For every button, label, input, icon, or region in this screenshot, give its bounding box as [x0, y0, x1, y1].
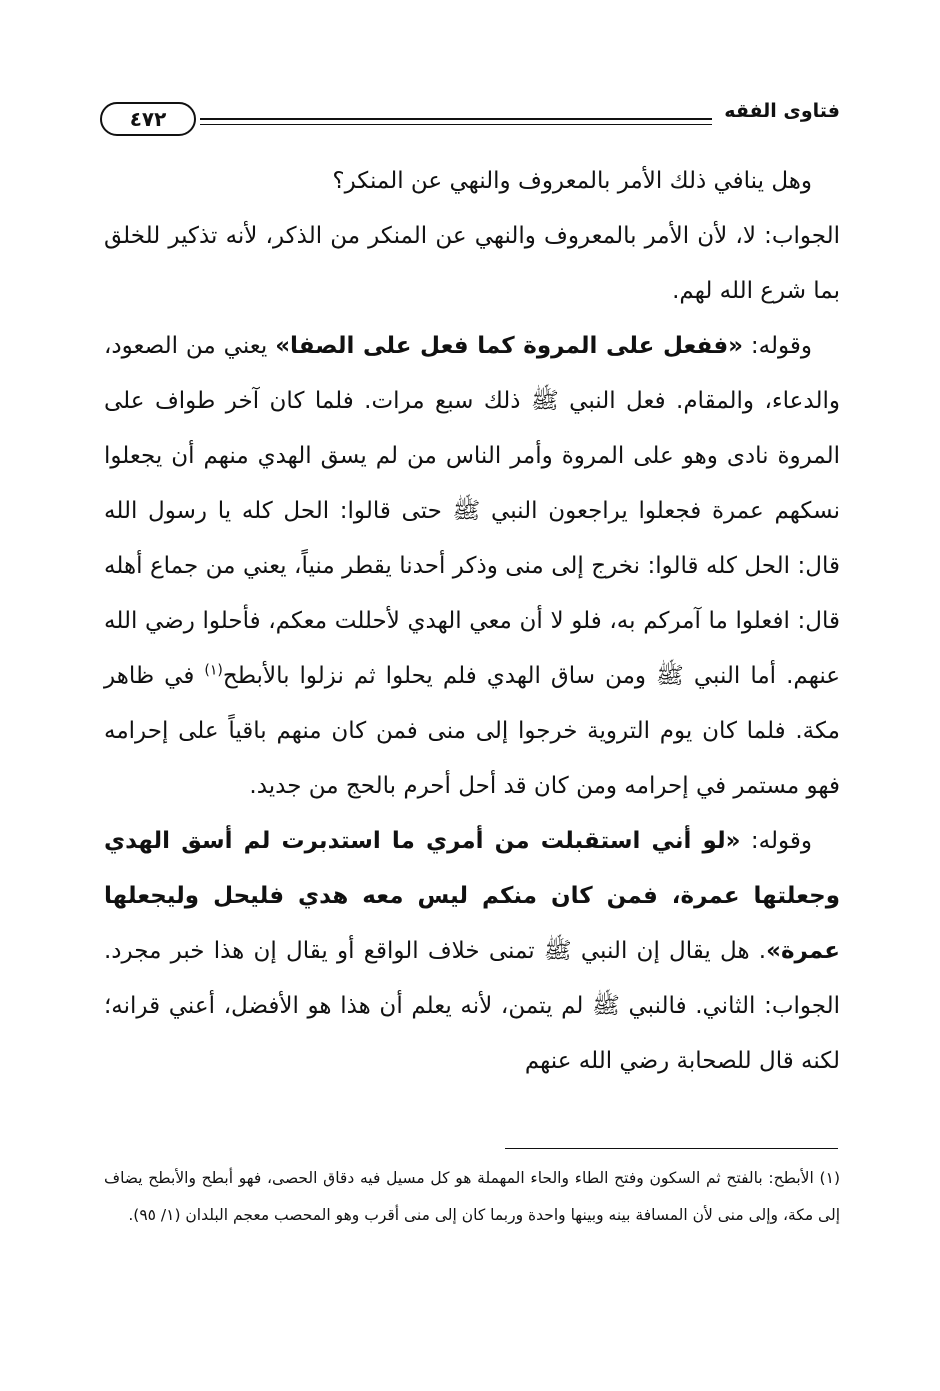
- paragraph-wish: [104, 814, 840, 1089]
- main-text: [104, 154, 840, 1089]
- paragraph-text: . هل يقال إن النبي ﷺ تمنى خلاف الواقع أو يقال إن هذا خبر مجرد. الجواب: الثاني. فالنبي ﷺ لم يتمن، لأنه يعلم أن هذا هو الأفضل، أعني قرانه؛ لكنه قال للصحابة رضي الله عنهم: [104, 938, 840, 1074]
- paragraph-answer: الجواب: لا، لأن الأمر بالمعروف والنهي عن المنكر من الذكر، لأنه تذكير للخلق بما شرع الله لهم.: [104, 223, 840, 304]
- footnotes: [104, 1160, 840, 1234]
- paragraph-question-text: وهل ينافي ذلك الأمر بالمعروف والنهي عن المنكر؟: [332, 168, 812, 194]
- paragraph-text-continued: في ظاهر مكة. فلما كان يوم التروية خرجوا إلى منى فمن كان منهم باقياً على إحرامه فهو مستمر في إحرامه ومن كان قد أحل أحرم بالحج من جديد.: [104, 663, 840, 799]
- page-number: ٤٧٢: [100, 102, 196, 136]
- footnote-1: (١) الأبطح: بالفتح ثم السكون وفتح الطاء والحاء المهملة هو كل مسيل فيه دقاق الحصى، فهو أبطح والأبطح يضاف إلى مكة، وإلى منى لأن المسافة بينه وبينها واحدة وربما كان إلى منى أقرب وهو المحصب معجم البلدان (١/ ٩٥).: [104, 1169, 840, 1224]
- paragraph-intro: وقوله:: [740, 828, 812, 854]
- hadith-quote: «لو أني استقبلت من أمري ما استدبرت لم أسق الهدي وجعلتها عمرة، فمن كان منكم ليس معه هدي فليحل وليجعلها عمرة»: [104, 828, 840, 964]
- header-rule: [200, 118, 712, 125]
- footnote-separator: [505, 1148, 838, 1149]
- paragraph-question: [104, 154, 840, 209]
- footnote-reference: (١): [204, 662, 223, 679]
- running-title: فتاوى الفقه: [724, 100, 840, 122]
- paragraph-safa-marwa: [104, 319, 840, 814]
- hadith-quote: «ففعل على المروة كما فعل على الصفا»: [275, 333, 743, 359]
- paragraph-intro: وقوله:: [743, 333, 812, 359]
- paragraph-text: يعني من الصعود، والدعاء، والمقام. فعل النبي ﷺ ذلك سبع مرات. فلما كان آخر طواف على المروة نادى وهو على المروة وأمر الناس من لم يسق الهدي منهم أن يجعلوا نسكهم عمرة فجعلوا يراجعون النبي ﷺ حتى قالوا: الحل كله يا رسول الله قال: الحل كله قالوا: نخرج إلى منى وذكر أحدنا يقطر منياً، يعني من جماع أهله قال: افعلوا ما آمركم به، فلو لا أن معي الهدي لأحللت معكم، فأحلوا رضي الله عنهم. أما النبي ﷺ ومن ساق الهدي فلم يحلوا ثم نزلوا بالأبطح: [104, 333, 840, 689]
- page-header: [100, 96, 840, 140]
